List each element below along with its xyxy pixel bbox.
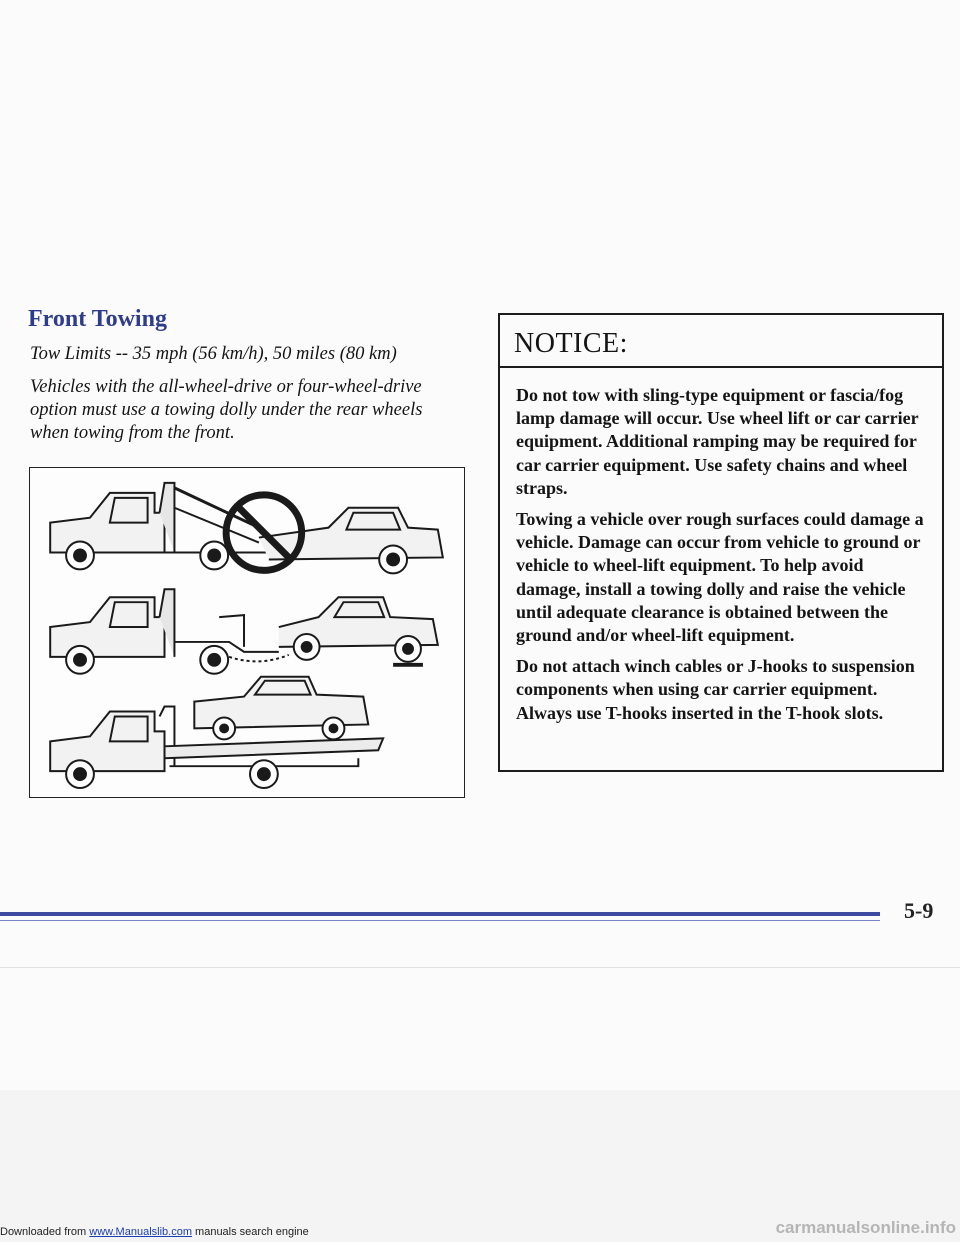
footer-rule (0, 912, 880, 916)
sling-tow-scene (50, 483, 443, 573)
faint-divider (0, 967, 960, 968)
tow-truck-drawing (30, 468, 464, 797)
section-title: Front Towing (28, 306, 167, 332)
manualslib-link[interactable]: www.Manualslib.com (89, 1226, 192, 1238)
car-carrier-scene (50, 677, 383, 788)
wheel-lift-scene (50, 589, 438, 673)
download-footer (0, 1226, 309, 1238)
tow-limits: Tow Limits -- 35 mph (56 km/h), 50 miles (80 km) (30, 344, 397, 364)
notice-paragraph: Do not attach winch cables or J-hooks to suspension components when using car carrier equipment. Always use T-hooks inserted in the T-hook slots. (516, 656, 915, 723)
notice-header (500, 315, 942, 368)
footer-rule-thin (0, 920, 880, 921)
notice-paragraph: Towing a vehicle over rough surfaces could damage a vehicle. Damage can occur from vehicle to ground or vehicle to wheel-lift equipment. To help avoid damage, install a towing dolly and raise the vehicle until adequate clearance is obtained between the ground and/or wheel-lift equipment. (516, 509, 924, 646)
notice-title: NOTICE: (514, 328, 628, 359)
towing-illustration (29, 467, 465, 798)
notice-box (498, 313, 944, 772)
notice-body (500, 368, 942, 725)
notice-paragraph: Do not tow with sling-type equipment or fascia/fog lamp damage will occur. Use wheel lift or car carrier equipment. Additional ramping may be required for car carrier equipment. Use safety chains and wheel straps. (516, 385, 919, 498)
awd-note: Vehicles with the all-wheel-drive or four-wheel-drive option must use a towing dolly under the rear wheels when towing from the front. (30, 377, 423, 443)
watermark: carmanualsonline.info (775, 1218, 956, 1237)
footer-prefix: Downloaded from (0, 1226, 90, 1238)
page-number: 5-9 (904, 898, 934, 923)
footer-suffix: manuals search engine (191, 1226, 309, 1238)
